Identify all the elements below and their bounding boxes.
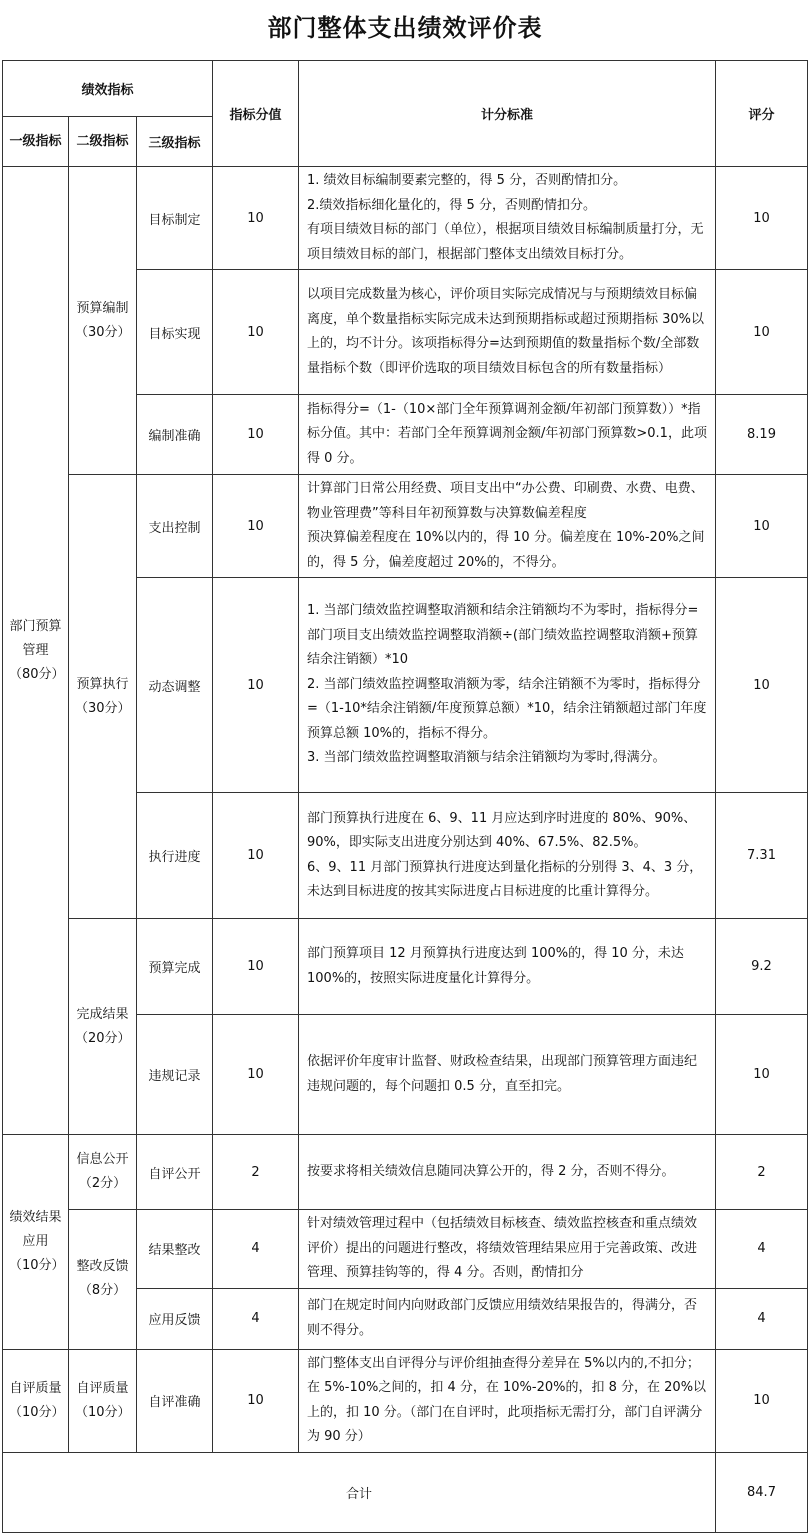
- level3-cell: 目标制定: [137, 167, 213, 270]
- weight-cell: 4: [213, 1210, 299, 1289]
- level3-cell: 自评准确: [137, 1349, 213, 1452]
- level3-cell: 预算完成: [137, 919, 213, 1015]
- weight-cell: 10: [213, 270, 299, 395]
- score-cell: 10: [716, 578, 808, 793]
- total-score: 84.7: [716, 1452, 808, 1532]
- score-cell: 2: [716, 1135, 808, 1210]
- header-perf-indicator: 绩效指标: [3, 61, 213, 117]
- level3-cell: 应用反馈: [137, 1288, 213, 1349]
- weight-cell: 10: [213, 167, 299, 270]
- weight-cell: 10: [213, 1015, 299, 1135]
- weight-cell: 10: [213, 578, 299, 793]
- level1-budget-mgmt: 部门预算管理（80分）: [3, 167, 69, 1135]
- level3-cell: 违规记录: [137, 1015, 213, 1135]
- score-cell: 9.2: [716, 919, 808, 1015]
- header-level2: 二级指标: [69, 117, 137, 167]
- table-row: [3, 167, 808, 270]
- level3-cell: 执行进度: [137, 793, 213, 919]
- score-cell: 4: [716, 1210, 808, 1289]
- level2-result: 完成结果（20分）: [69, 919, 137, 1135]
- standard-cell: 针对绩效管理过程中（包括绩效目标核查、绩效监控核查和重点绩效评价）提出的问题进行整改，将绩效管理结果应用于完善政策、改进管理、预算挂钩等的，得 4 分。否则，酌情扣分: [299, 1210, 716, 1289]
- standard-cell: 部门整体支出自评得分与评价组抽查得分差异在 5%以内的,不扣分；在 5%-10%之间的，扣 4 分，在 10%-20%的，扣 8 分，在 20%以上的，扣 10 分。（部门在自评时，此项指标无需打分，部门自评满分为 90 分）: [299, 1349, 716, 1452]
- table-row: [3, 919, 808, 1015]
- level2-feedback: 整改反馈（8分）: [69, 1210, 137, 1350]
- weight-cell: 10: [213, 793, 299, 919]
- standard-cell: 1. 当部门绩效监控调整取消额和结余注销额均不为零时，指标得分=部门项目支出绩效监控调整取消额÷(部门绩效监控调整取消额+预算结余注销额）*10 2. 当部门绩效监控调整取消额为零，结余注销额不为零时，指标得分=（1-10*结余注销额/年度预算总额）*10，结余注销额超过部门年度预算总额 10%的，指标不得分。 3. 当部门绩效监控调整取消额与结余注销额均为零时,得满分。: [299, 578, 716, 793]
- standard-cell: 1. 绩效目标编制要素完整的，得 5 分，否则酌情扣分。 2.绩效指标细化量化的，得 5 分，否则酌情扣分。 有项目绩效目标的部门（单位），根据项目绩效目标编制质量打分，无项目绩效目标的部门，根据部门整体支出绩效目标打分。: [299, 167, 716, 270]
- table-row: [3, 475, 808, 578]
- weight-cell: 10: [213, 1349, 299, 1452]
- weight-cell: 10: [213, 475, 299, 578]
- standard-cell: 依据评价年度审计监督、财政检查结果，出现部门预算管理方面违纪违规问题的，每个问题扣 0.5 分，直至扣完。: [299, 1015, 716, 1135]
- standard-cell: 计算部门日常公用经费、项目支出中“办公费、印刷费、水费、电费、物业管理费”等科目年初预算数与决算数偏差程度 预决算偏差程度在 10%以内的，得 10 分。偏差度在 10%-20%之间的，得 5 分，偏差度超过 20%的，不得分。: [299, 475, 716, 578]
- score-cell: 8.19: [716, 395, 808, 475]
- performance-table: [2, 60, 808, 1533]
- level2-prep: 预算编制（30分）: [69, 167, 137, 475]
- page-title: 部门整体支出绩效评价表: [267, 14, 543, 42]
- level2-self-eval: 自评质量（10分）: [69, 1349, 137, 1452]
- score-cell: 7.31: [716, 793, 808, 919]
- header-score: 评分: [716, 61, 808, 167]
- weight-cell: 2: [213, 1135, 299, 1210]
- standard-cell: 按要求将相关绩效信息随同决算公开的，得 2 分，否则不得分。: [299, 1135, 716, 1210]
- level3-cell: 结果整改: [137, 1210, 213, 1289]
- header-level1: 一级指标: [3, 117, 69, 167]
- standard-cell: 以项目完成数量为核心，评价项目实际完成情况与与预期绩效目标偏离度，单个数量指标实际完成未达到预期指标或超过预期指标 30%以上的，均不计分。该项指标得分=达到预期值的数量指标个数/全部数量指标个数（即评价选取的项目绩效目标包含的所有数量指标）: [299, 270, 716, 395]
- header-standard: 计分标准: [299, 61, 716, 167]
- score-cell: 4: [716, 1288, 808, 1349]
- score-cell: 10: [716, 270, 808, 395]
- standard-cell: 指标得分=（1-（10×部门全年预算调剂金额/年初部门预算数））*指标分值。其中：若部门全年预算调剂金额/年初部门预算数>0.1，此项得 0 分。: [299, 395, 716, 475]
- level3-cell: 编制准确: [137, 395, 213, 475]
- level3-cell: 目标实现: [137, 270, 213, 395]
- level2-disclosure: 信息公开（2分）: [69, 1135, 137, 1210]
- score-cell: 10: [716, 1015, 808, 1135]
- total-row: [3, 1452, 808, 1532]
- header-weight: 指标分值: [213, 61, 299, 167]
- weight-cell: 10: [213, 395, 299, 475]
- weight-cell: 10: [213, 919, 299, 1015]
- header-level3: 三级指标: [137, 117, 213, 167]
- table-row: [3, 1135, 808, 1210]
- level3-cell: 动态调整: [137, 578, 213, 793]
- table-row: [3, 1349, 808, 1452]
- level1-self-quality: 自评质量（10分）: [3, 1349, 69, 1452]
- standard-cell: 部门预算项目 12 月预算执行进度达到 100%的，得 10 分，未达 100%的，按照实际进度量化计算得分。: [299, 919, 716, 1015]
- level3-cell: 自评公开: [137, 1135, 213, 1210]
- table-row: [3, 1210, 808, 1289]
- score-cell: 10: [716, 167, 808, 270]
- level3-cell: 支出控制: [137, 475, 213, 578]
- weight-cell: 4: [213, 1288, 299, 1349]
- score-cell: 10: [716, 1349, 808, 1452]
- score-cell: 10: [716, 475, 808, 578]
- total-label: 合计: [3, 1452, 716, 1532]
- level1-result-app: 绩效结果应用（10分）: [3, 1135, 69, 1350]
- standard-cell: 部门预算执行进度在 6、9、11 月应达到序时进度的 80%、90%、90%，即实际支出进度分别达到 40%、67.5%、82.5%。 6、9、11 月部门预算执行进度达到量化指标的分别得 3、4、3 分，未达到目标进度的按其实际进度占目标进度的比重计算得分。: [299, 793, 716, 919]
- level2-exec: 预算执行（30分）: [69, 475, 137, 919]
- standard-cell: 部门在规定时间内向财政部门反馈应用绩效结果报告的，得满分，否则不得分。: [299, 1288, 716, 1349]
